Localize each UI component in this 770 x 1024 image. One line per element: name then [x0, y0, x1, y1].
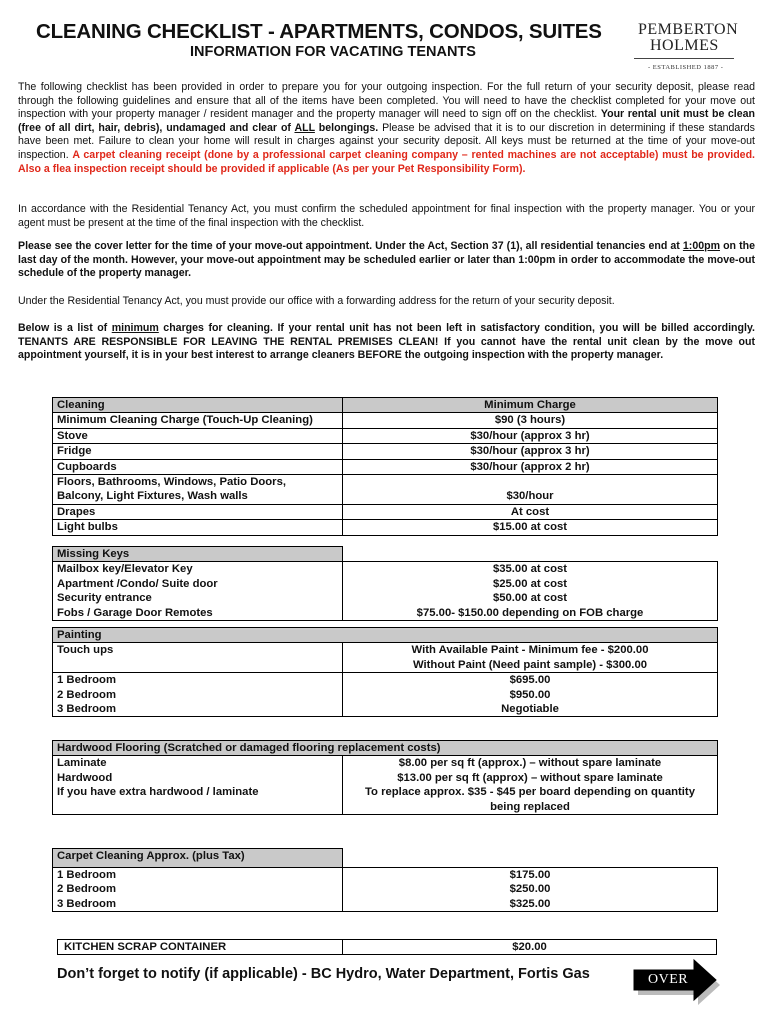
painting-table [52, 627, 718, 717]
hardwood-header-label: Hardwood Flooring (Scratched or damaged flooring replacement costs) [53, 741, 718, 756]
cleaning-header-charge: Minimum Charge [343, 398, 718, 413]
table-row [53, 756, 718, 815]
cleaning-charge: $30/hour (approx 3 hr) [343, 428, 718, 443]
cleaning-item: Light bulbs [53, 520, 343, 535]
painting-header-label: Painting [53, 628, 718, 643]
table-header [53, 741, 718, 756]
painting-charges: $695.00 $950.00 Negotiable [343, 673, 718, 717]
cleaning-charge: $30/hour (approx 3 hr) [343, 444, 718, 459]
keys-items: Mailbox key/Elevator Key Apartment /Condo/ Suite door Security entrance Fobs / Garage Door Remotes [53, 562, 343, 621]
cleaning-item: Fridge [53, 444, 343, 459]
cleaning-charge: $15.00 at cost [343, 520, 718, 535]
carpet-header-blank [343, 849, 718, 868]
kitchen-item: KITCHEN SCRAP CONTAINER [58, 940, 343, 955]
cleaning-item: Floors, Bathrooms, Windows, Patio Doors, Balcony, Light Fixtures, Wash walls [53, 475, 343, 505]
cleaning-header-label: Cleaning [53, 398, 343, 413]
intro-paragraph-2: In accordance with the Residential Tenancy Act, you must confirm the scheduled appointment for final inspection with the property manager. You or your agent must be present at the time of the final inspection with the checklist. [18, 203, 755, 229]
logo-line-2: HOLMES [650, 37, 719, 54]
page-subtitle: INFORMATION FOR VACATING TENANTS [190, 44, 476, 60]
cleaning-table [52, 397, 718, 536]
cleaning-item: Stove [53, 428, 343, 443]
carpet-table [52, 848, 718, 912]
table-row [53, 868, 718, 912]
kitchen-charge: $20.00 [343, 940, 717, 955]
carpet-charges: $175.00 $250.00 $325.00 [343, 868, 718, 912]
table-row [53, 428, 718, 443]
table-row [58, 940, 717, 955]
table-row [53, 643, 718, 673]
intro-paragraph-1 [18, 81, 755, 176]
cleaning-charge: At cost [343, 504, 718, 519]
logo-rule [634, 58, 734, 59]
logo-established: - ESTABLISHED 1887 - [648, 64, 724, 71]
cleaning-item: Drapes [53, 504, 343, 519]
cleaning-charge: $90 (3 hours) [343, 413, 718, 428]
table-row [53, 673, 718, 717]
keys-header-blank [343, 547, 718, 562]
hardwood-items: Laminate Hardwood If you have extra hardwood / laminate [53, 756, 343, 815]
table-row [53, 520, 718, 535]
cleaning-charge: $30/hour (approx 2 hr) [343, 459, 718, 474]
hardwood-table [52, 740, 718, 815]
table-row [53, 444, 718, 459]
table-row [53, 459, 718, 474]
footer-note: Don’t forget to notify (if applicable) - BC Hydro, Water Department, Fortis Gas [57, 966, 590, 982]
missing-keys-table [52, 546, 718, 621]
over-label: OVER [648, 972, 689, 987]
intro-p1-bold: Your rental unit must be clean (free of all dirt, hair, debris), undamaged and clear of ALL belongings. [18, 108, 755, 134]
table-header [53, 547, 718, 562]
intro-paragraph-3: Please see the cover letter for the time of your move-out appointment. Under the Act, Section 37 (1), all residential tenancies end at 1:00pm on the last day of the month. However, your move-out appointment may be scheduled earlier or later than 1:00pm in order to accommodate the move-out schedule of the property manager. [18, 240, 755, 280]
page-title: CLEANING CHECKLIST - APARTMENTS, CONDOS, SUITES [36, 20, 602, 43]
painting-touch-ups: Touch ups [53, 643, 343, 673]
table-header [53, 628, 718, 643]
carpet-header-label: Carpet Cleaning Approx. (plus Tax) [53, 849, 343, 868]
over-arrow [630, 958, 722, 1006]
keys-charges: $35.00 at cost $25.00 at cost $50.00 at cost $75.00- $150.00 depending on FOB charge [343, 562, 718, 621]
table-header [53, 398, 718, 413]
intro-p1-red-notice: A carpet cleaning receipt (done by a professional carpet cleaning company – rented machines are not acceptable) must be provided. Also a flea inspection receipt should be provided if applicable (As per your Pet Responsibility Form). [18, 148, 755, 175]
cleaning-item: Cupboards [53, 459, 343, 474]
painting-touch-charges: With Available Paint - Minimum fee - $200.00 Without Paint (Need paint sample) - $300.00 [343, 643, 718, 673]
kitchen-table [57, 939, 717, 955]
cleaning-charge: $30/hour [343, 475, 718, 505]
carpet-items: 1 Bedroom 2 Bedroom 3 Bedroom [53, 868, 343, 912]
intro-p1-text-2: Please be advised that it is to our discretion in determining if these standards have been met. Failure to clean your home will result in charges against your security deposit. All keys must be returned at the time of your move-out inspection. [18, 121, 755, 161]
company-logo [628, 20, 740, 76]
table-header [53, 849, 718, 868]
table-row [53, 413, 718, 428]
painting-items: 1 Bedroom 2 Bedroom 3 Bedroom [53, 673, 343, 717]
intro-paragraph-4: Under the Residential Tenancy Act, you must provide our office with a forwarding address for the return of your security deposit. [18, 295, 615, 307]
hardwood-charges: $8.00 per sq ft (approx.) – without spare laminate $13.00 per sq ft (approx) – without spare laminate To replace approx. $35 - $45 per board depending on quantity being replaced [343, 756, 718, 815]
intro-p1-text: The following checklist has been provided in order to prepare you for your outgoing inspection. For the full return of your security deposit, please read through the following guidelines and ensure that all of the items have been completed. You will need to have the checklist completed for your move out inspection with your property manager / resident manager and the property manager will need to sign off on the checklist. [18, 81, 755, 121]
intro-paragraph-5: Below is a list of minimum charges for cleaning. If your rental unit has not been left in satisfactory condition, you will be billed accordingly. TENANTS ARE RESPONSIBLE FOR LEAVING THE RENTAL PREMISES CLEAN! If you cannot have the rental unit clean by the move out appointment yourself, it is in your best interest to arrange cleaners BEFORE the outgoing inspection with the property manager. [18, 322, 755, 362]
cleaning-item: Minimum Cleaning Charge (Touch-Up Cleaning) [53, 413, 343, 428]
table-row [53, 562, 718, 621]
logo-line-1: PEMBERTON [638, 21, 739, 38]
table-row [53, 475, 718, 505]
keys-header-label: Missing Keys [53, 547, 343, 562]
table-row [53, 504, 718, 519]
